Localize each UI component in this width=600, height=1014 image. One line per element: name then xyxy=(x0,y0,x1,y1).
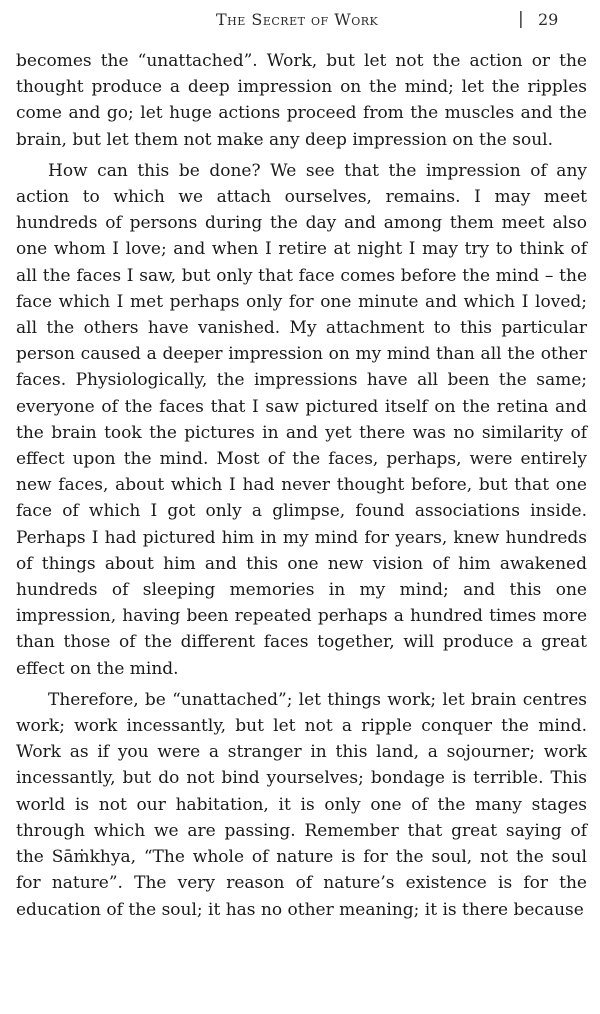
running-title: The Secret of Work xyxy=(216,10,379,29)
paragraph-continuation: becomes the “unattached”. Work, but let not the action or the thought produce a deep impression on the mind; let the ripples come and go; let huge actions proceed from the muscles and the brain, but let them not make any deep impression on the soul. xyxy=(16,51,587,150)
page-number: 29 xyxy=(538,10,559,29)
header-separator: | xyxy=(518,9,524,29)
body-text xyxy=(16,48,587,928)
paragraph-impressions: How can this be done? We see that the impression of any action to which we attach ourselves, remains. I may meet hundreds of persons during the day and among them meet also one whom I love; and when I retire at night I may try to think of all the faces I saw, but only that face comes before the mind – the face which I met perhaps only for one minute and which I loved; all the others have vanished. My attachment to this particular person caused a deeper impression on my mind than all the other faces. Physiologically, the impressions have all been the same; everyone of the faces that I saw pictured itself on the retina and the brain took the pictures in and yet there was no similarity of effect upon the mind. Most of the faces, perhaps, were entirely new faces, about which I had never thought before, but that one face of which I got only a glimpse, found associations inside. Perhaps I had pictured him in my mind for years, knew hundreds of things about him and this one new vision of him awakened hundreds of sleeping memories in my mind; and this one impression, having been repeated perhaps a hundred times more than those of the different faces together, will produce a great effect on the mind. xyxy=(16,160,587,679)
paragraph-unattached: Therefore, be “unattached”; let things work; let brain centres work; work incessantly, but let not a ripple conquer the mind. Work as if you were a stranger in this land, a sojourner; work incessantly, but do not bind yourselves; bondage is terrible. This world is not our habitation, it is only one of the many stages through which we are passing. Remember that great saying of the Sāṁkhya, “The whole of nature is for the soul, not the soul for nature”. The very reason of nature’s existence is for the education of the soul; it has no other meaning; it is there because xyxy=(16,689,587,920)
page-header xyxy=(0,10,600,36)
